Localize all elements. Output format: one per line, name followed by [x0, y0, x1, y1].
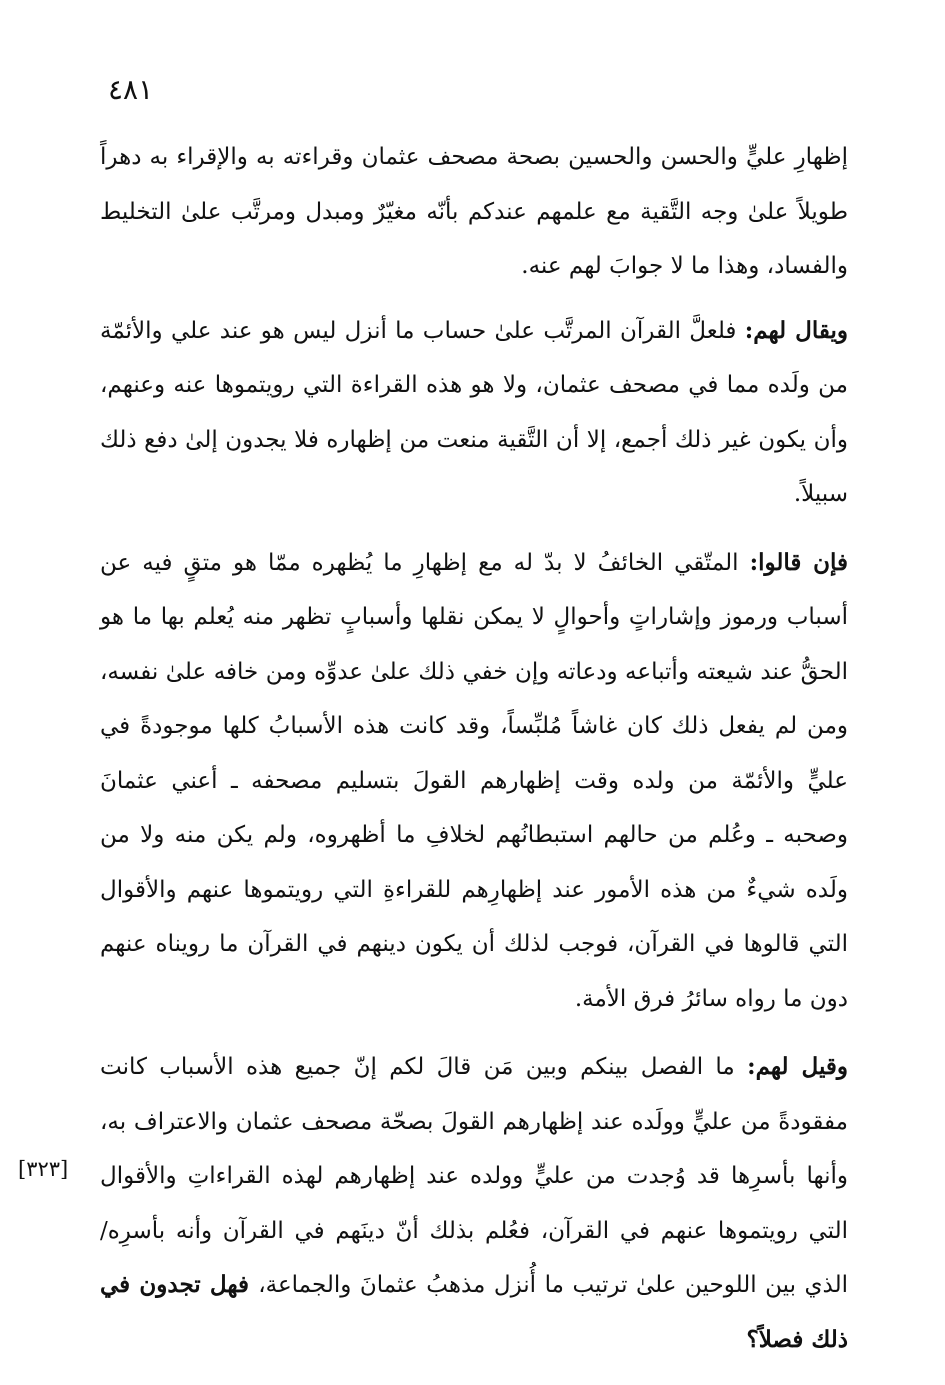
paragraph-lead: فإن قالوا:: [749, 548, 848, 576]
paragraph-closing-question: فهل تجدون في ذلك فصلاً؟: [100, 1271, 848, 1353]
paragraph: [100, 304, 848, 522]
body-text: [100, 130, 848, 1381]
paragraph: [100, 130, 848, 294]
page-number: ٤٨١: [108, 73, 154, 106]
paragraph: [100, 1040, 848, 1367]
paragraph: [100, 536, 848, 1027]
paragraph-text: ما الفصل بينكم وبين مَن قالَ لكم إنّ جميع هذه الأسباب كانت مفقودةً من عليٍّ وولَده عند إظهارهم القولَ بصحّة مصحف عثمان والاعتراف به، وأنها بأسرِها قد وُجدت من عليٍّ وولده عند إظهارهم لهذه القراءاتِ والأقوال التي رويتموها عنهم في القرآن، فعُلم بذلك أنّ دينَهم في القرآن وأنه بأسرِه/ الذي بين اللوحين علىٰ ترتيب ما أُنزل مذهبُ عثمانَ والجماعة،: [100, 1054, 848, 1298]
paragraph-lead: ويقال لهم:: [744, 316, 849, 344]
margin-page-reference: [٣٢٣]: [18, 1157, 69, 1181]
paragraph-text: إظهارِ عليٍّ والحسن والحسين بصحة مصحف عثمان وقراءته به والإقراء به دهراً طويلاً علىٰ وجه التَّقية مع علمهم عندكم بأنّه مغيّرٌ ومبدل ومرتَّب علىٰ التخليط والفساد، وهذا ما لا جوابَ لهم عنه.: [100, 144, 848, 279]
paragraph-text: فلعلَّ القرآن المرتَّب علىٰ حساب ما أنزل ليس هو عند علي والأئمّة من ولَده مما في مصحف عثمان، ولا هو هذه القراءة التي رويتموها عنه وعنهم، وأن يكون غير ذلك أجمع، إلا أن التَّقية منعت من إظهاره فلا يجدون إلىٰ دفع ذلك سبيلاً.: [100, 317, 848, 507]
paragraph-text: المتّقي الخائفُ لا بدّ له مع إظهارِ ما يُظهره ممّا هو متقٍ فيه عن أسباب ورموز وإشاراتٍ وأحوالٍ لا يمكن نقلها وأسبابٍ تظهر منه يُعلم بها ما هو الحقُّ عند شيعته وأتباعه ودعاته وإن خفي ذلك علىٰ عدوِّه ومن خافه علىٰ نفسه، ومن لم يفعل ذلك كان غاشاً مُلبِّساً، وقد كانت هذه الأسبابُ كلها موجودةً في عليٍّ والأئمّة من ولده وقت إظهارهم القولَ بتسليم مصحفه ـ أعني عثمانَ وصحبه ـ وعُلم من حالهم استبطانُهم لخلافِ ما أظهروه، ولم يكن منه ولا من ولَده شيءٌ من هذه الأمور عند إظهارِهم للقراءةِ التي رويتموها عنهم والأقوال التي قالوها في القرآن، فوجب لذلك أن يكون دينهم في القرآن ما رويناه عنهم دون ما رواه سائرُ فرق الأمة.: [100, 549, 849, 1012]
paragraph-lead: وقيل لهم:: [747, 1053, 848, 1080]
